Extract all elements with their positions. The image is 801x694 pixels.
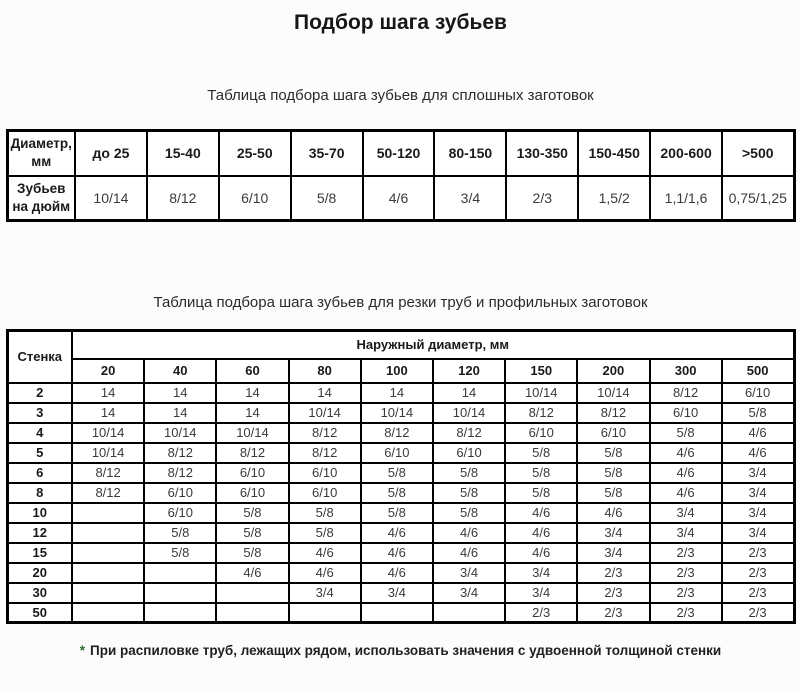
pitch-value-cell: 2/3 xyxy=(722,603,794,623)
pitch-value-cell: 6/10 xyxy=(289,463,361,483)
outer-diameter-header: 40 xyxy=(144,359,216,383)
wall-thickness-label: 2 xyxy=(7,383,72,403)
pitch-value-cell: 8/12 xyxy=(505,403,577,423)
wall-thickness-label: 5 xyxy=(7,443,72,463)
table-row xyxy=(7,403,794,423)
teeth-per-inch-value: 4/6 xyxy=(363,176,435,221)
diameter-range-header: 15-40 xyxy=(147,131,219,176)
pitch-value-cell: 3/4 xyxy=(505,563,577,583)
pitch-value-cell: 6/10 xyxy=(289,483,361,503)
pitch-value-cell xyxy=(144,583,216,603)
outer-diameter-header: 120 xyxy=(433,359,505,383)
pitch-value-cell: 5/8 xyxy=(650,423,722,443)
pitch-value-cell: 5/8 xyxy=(216,503,288,523)
pitch-value-cell: 2/3 xyxy=(650,583,722,603)
pitch-value-cell: 6/10 xyxy=(722,383,794,403)
pitch-value-cell xyxy=(433,603,505,623)
pitch-value-cell: 2/3 xyxy=(577,563,649,583)
pitch-value-cell: 6/10 xyxy=(650,403,722,423)
diameter-range-header: до 25 xyxy=(75,131,147,176)
pitch-value-cell: 8/12 xyxy=(144,463,216,483)
pitch-value-cell: 10/14 xyxy=(216,423,288,443)
diameter-range-header: 50-120 xyxy=(363,131,435,176)
pitch-value-cell: 5/8 xyxy=(433,483,505,503)
pitch-value-cell: 10/14 xyxy=(577,383,649,403)
pitch-value-cell: 5/8 xyxy=(505,443,577,463)
pitch-value-cell: 4/6 xyxy=(650,463,722,483)
pitch-value-cell: 14 xyxy=(72,403,144,423)
diameter-range-header: 150-450 xyxy=(578,131,650,176)
pitch-value-cell: 6/10 xyxy=(577,423,649,443)
wall-thickness-label: 10 xyxy=(7,503,72,523)
table-row xyxy=(7,423,794,443)
outer-diameter-header: 20 xyxy=(72,359,144,383)
table-row xyxy=(7,603,794,623)
outer-diameter-header: 300 xyxy=(650,359,722,383)
diameter-range-header: 200-600 xyxy=(650,131,722,176)
pitch-value-cell xyxy=(72,523,144,543)
pitch-value-cell xyxy=(72,543,144,563)
pitch-value-cell: 3/4 xyxy=(433,563,505,583)
outer-diameter-group-header: Наружный диаметр, мм xyxy=(72,331,794,359)
tube-stock-table-caption: Таблица подбора шага зубьев для резки труб и профильных заготовок xyxy=(153,294,648,311)
wall-corner-header: Стенка xyxy=(7,331,72,383)
pitch-value-cell: 5/8 xyxy=(577,443,649,463)
pitch-value-cell: 8/12 xyxy=(72,483,144,503)
outer-diameter-header: 100 xyxy=(361,359,433,383)
pitch-value-cell: 2/3 xyxy=(577,603,649,623)
pitch-value-cell: 3/4 xyxy=(433,583,505,603)
outer-diameter-header: 80 xyxy=(289,359,361,383)
pitch-value-cell: 2/3 xyxy=(650,603,722,623)
teeth-per-inch-value: 5/8 xyxy=(291,176,363,221)
table-row xyxy=(7,523,794,543)
pitch-value-cell: 5/8 xyxy=(722,403,794,423)
pitch-value-cell: 2/3 xyxy=(722,543,794,563)
pitch-value-cell: 5/8 xyxy=(216,543,288,563)
wall-thickness-label: 50 xyxy=(7,603,72,623)
pitch-value-cell: 4/6 xyxy=(433,543,505,563)
table-row xyxy=(7,443,794,463)
pitch-value-cell xyxy=(144,563,216,583)
pitch-value-cell: 3/4 xyxy=(650,503,722,523)
footnote-asterisk: * xyxy=(79,643,86,658)
diameter-row-header: Диаметр, мм xyxy=(7,131,75,176)
solid-stock-table xyxy=(6,129,796,222)
pitch-value-cell: 5/8 xyxy=(577,463,649,483)
table-row xyxy=(7,503,794,523)
teeth-per-inch-value: 6/10 xyxy=(219,176,291,221)
pitch-value-cell xyxy=(216,583,288,603)
pitch-value-cell: 6/10 xyxy=(216,463,288,483)
pitch-value-cell: 5/8 xyxy=(505,463,577,483)
pitch-value-cell: 3/4 xyxy=(722,503,794,523)
pitch-value-cell: 5/8 xyxy=(361,503,433,523)
wall-thickness-label: 20 xyxy=(7,563,72,583)
pitch-value-cell: 4/6 xyxy=(650,483,722,503)
diameter-range-header: >500 xyxy=(722,131,794,176)
teeth-row-header: Зубьев на дюйм xyxy=(7,176,75,221)
table-row xyxy=(7,483,794,503)
pitch-value-cell: 8/12 xyxy=(433,423,505,443)
pitch-value-cell: 4/6 xyxy=(577,503,649,523)
tube-stock-table xyxy=(6,329,796,624)
pitch-value-cell: 8/12 xyxy=(289,423,361,443)
pitch-value-cell: 3/4 xyxy=(289,583,361,603)
pitch-value-cell: 5/8 xyxy=(433,463,505,483)
pitch-value-cell: 4/6 xyxy=(505,503,577,523)
pitch-value-cell: 5/8 xyxy=(289,503,361,523)
pitch-value-cell: 2/3 xyxy=(722,563,794,583)
table-row xyxy=(7,543,794,563)
pitch-value-cell: 3/4 xyxy=(577,523,649,543)
pitch-value-cell: 4/6 xyxy=(289,563,361,583)
pitch-value-cell: 10/14 xyxy=(72,443,144,463)
pitch-value-cell: 6/10 xyxy=(144,503,216,523)
outer-diameter-header: 150 xyxy=(505,359,577,383)
pitch-value-cell: 8/12 xyxy=(289,443,361,463)
pitch-value-cell: 2/3 xyxy=(650,563,722,583)
teeth-per-inch-value: 3/4 xyxy=(434,176,506,221)
footnote xyxy=(0,643,801,658)
pitch-value-cell: 2/3 xyxy=(577,583,649,603)
diameter-header-row xyxy=(7,359,794,383)
pitch-value-cell: 8/12 xyxy=(650,383,722,403)
pitch-value-cell: 14 xyxy=(216,403,288,423)
pitch-value-cell: 8/12 xyxy=(72,463,144,483)
footnote-text: При распиловке труб, лежащих рядом, использовать значения с удвоенной толщиной стенки xyxy=(90,643,722,658)
pitch-value-cell: 10/14 xyxy=(505,383,577,403)
pitch-value-cell: 4/6 xyxy=(722,443,794,463)
pitch-value-cell: 10/14 xyxy=(361,403,433,423)
pitch-value-cell: 10/14 xyxy=(433,403,505,423)
wall-thickness-label: 8 xyxy=(7,483,72,503)
diameter-range-header: 80-150 xyxy=(434,131,506,176)
pitch-value-cell: 2/3 xyxy=(722,583,794,603)
pitch-value-cell: 5/8 xyxy=(144,543,216,563)
pitch-value-cell: 5/8 xyxy=(361,483,433,503)
teeth-per-inch-value: 8/12 xyxy=(147,176,219,221)
pitch-value-cell: 2/3 xyxy=(505,603,577,623)
pitch-value-cell: 8/12 xyxy=(144,443,216,463)
pitch-value-cell: 6/10 xyxy=(505,423,577,443)
teeth-per-inch-row xyxy=(7,176,794,221)
pitch-value-cell xyxy=(72,503,144,523)
pitch-value-cell: 5/8 xyxy=(216,523,288,543)
pitch-value-cell xyxy=(72,563,144,583)
teeth-per-inch-value: 1,1/1,6 xyxy=(650,176,722,221)
pitch-value-cell: 5/8 xyxy=(577,483,649,503)
pitch-value-cell: 4/6 xyxy=(722,423,794,443)
pitch-value-cell: 10/14 xyxy=(72,423,144,443)
pitch-value-cell: 3/4 xyxy=(577,543,649,563)
wall-thickness-label: 12 xyxy=(7,523,72,543)
pitch-value-cell: 3/4 xyxy=(722,523,794,543)
pitch-value-cell: 14 xyxy=(361,383,433,403)
pitch-value-cell: 3/4 xyxy=(722,483,794,503)
teeth-per-inch-value: 10/14 xyxy=(75,176,147,221)
pitch-value-cell: 4/6 xyxy=(289,543,361,563)
pitch-value-cell: 5/8 xyxy=(144,523,216,543)
pitch-value-cell: 14 xyxy=(216,383,288,403)
solid-stock-table-caption: Таблица подбора шага зубьев для сплошных заготовок xyxy=(207,87,594,104)
pitch-value-cell xyxy=(72,603,144,623)
pitch-value-cell: 6/10 xyxy=(216,483,288,503)
pitch-value-cell: 5/8 xyxy=(505,483,577,503)
wall-thickness-label: 15 xyxy=(7,543,72,563)
outer-diameter-header: 60 xyxy=(216,359,288,383)
pitch-value-cell: 5/8 xyxy=(289,523,361,543)
pitch-value-cell: 14 xyxy=(72,383,144,403)
teeth-per-inch-value: 2/3 xyxy=(506,176,578,221)
pitch-value-cell xyxy=(144,603,216,623)
page-title: Подбор шага зубьев xyxy=(294,11,507,34)
pitch-value-cell: 4/6 xyxy=(216,563,288,583)
pitch-value-cell: 4/6 xyxy=(650,443,722,463)
pitch-value-cell: 14 xyxy=(144,383,216,403)
pitch-value-cell xyxy=(216,603,288,623)
pitch-value-cell: 14 xyxy=(144,403,216,423)
pitch-value-cell: 8/12 xyxy=(361,423,433,443)
wall-thickness-label: 6 xyxy=(7,463,72,483)
pitch-value-cell: 10/14 xyxy=(289,403,361,423)
diameter-range-header: 25-50 xyxy=(219,131,291,176)
pitch-value-cell: 3/4 xyxy=(722,463,794,483)
pitch-value-cell: 2/3 xyxy=(650,543,722,563)
pitch-value-cell: 14 xyxy=(433,383,505,403)
pitch-value-cell: 6/10 xyxy=(433,443,505,463)
table-row xyxy=(7,563,794,583)
pitch-value-cell: 3/4 xyxy=(505,583,577,603)
pitch-value-cell: 6/10 xyxy=(144,483,216,503)
pitch-value-cell: 4/6 xyxy=(361,543,433,563)
table-row xyxy=(7,463,794,483)
diameter-range-header: 130-350 xyxy=(506,131,578,176)
teeth-per-inch-value: 0,75/1,25 xyxy=(722,176,794,221)
diameter-header-row xyxy=(7,131,794,176)
pitch-value-cell: 4/6 xyxy=(433,523,505,543)
pitch-value-cell: 3/4 xyxy=(650,523,722,543)
pitch-value-cell: 14 xyxy=(289,383,361,403)
pitch-value-cell: 5/8 xyxy=(361,463,433,483)
pitch-value-cell: 6/10 xyxy=(361,443,433,463)
wall-thickness-label: 3 xyxy=(7,403,72,423)
wall-thickness-label: 30 xyxy=(7,583,72,603)
outer-diameter-header: 200 xyxy=(577,359,649,383)
outer-diameter-header: 500 xyxy=(722,359,794,383)
teeth-per-inch-value: 1,5/2 xyxy=(578,176,650,221)
pitch-value-cell: 4/6 xyxy=(361,563,433,583)
pitch-value-cell xyxy=(361,603,433,623)
table-row xyxy=(7,383,794,403)
table-row xyxy=(7,583,794,603)
diameter-range-header: 35-70 xyxy=(291,131,363,176)
pitch-value-cell: 8/12 xyxy=(577,403,649,423)
wall-thickness-label: 4 xyxy=(7,423,72,443)
pitch-value-cell: 4/6 xyxy=(505,523,577,543)
pitch-value-cell: 5/8 xyxy=(433,503,505,523)
group-header-row xyxy=(7,331,794,359)
pitch-value-cell xyxy=(72,583,144,603)
pitch-value-cell: 3/4 xyxy=(361,583,433,603)
pitch-value-cell: 4/6 xyxy=(505,543,577,563)
pitch-value-cell: 4/6 xyxy=(361,523,433,543)
pitch-value-cell: 10/14 xyxy=(144,423,216,443)
pitch-value-cell: 8/12 xyxy=(216,443,288,463)
pitch-value-cell xyxy=(289,603,361,623)
